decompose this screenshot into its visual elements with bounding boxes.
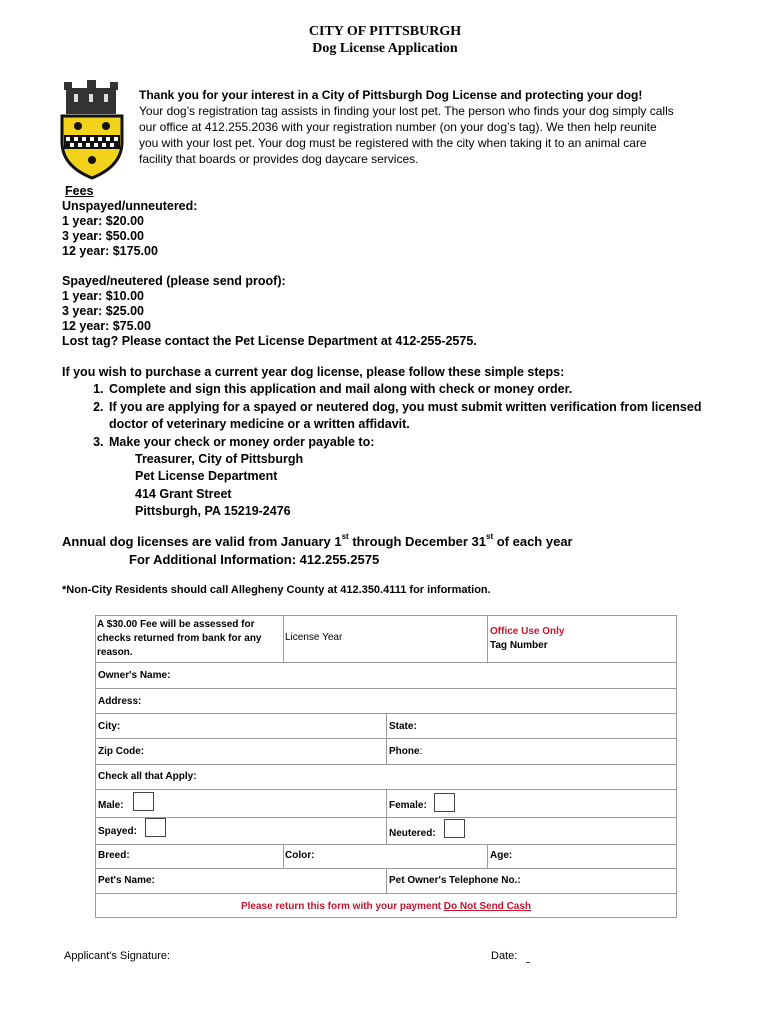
applicant-signature-label[interactable]: Applicant's Signature:	[64, 950, 171, 962]
return-form-note: Please return this form with your payment Do Not Send Cash	[240, 901, 532, 912]
color-field[interactable]: Color:	[285, 850, 315, 861]
step-item	[107, 434, 702, 521]
fee-item: 12 year: $75.00	[62, 319, 151, 333]
step-item: 1. Complete and sign this application and mail along with check or money order.	[107, 381, 702, 398]
application-form	[95, 615, 677, 918]
address-line: Pet License Department	[135, 469, 278, 484]
female-label: Female:	[389, 800, 427, 811]
lost-tag-note: Lost tag? Please contact the Pet License Department at 412-255-2575.	[62, 334, 477, 348]
owners-name-field[interactable]: Owner's Name:	[98, 670, 171, 681]
spayed-label: Spayed:	[98, 826, 137, 837]
pet-owner-phone-field[interactable]: Pet Owner's Telephone No.:	[389, 875, 521, 886]
date-label[interactable]: Date:	[491, 950, 518, 962]
office-use-label: Office Use Only	[490, 626, 565, 637]
intro-line: Your dog’s registration tag assists in finding your lost pet. The person who finds your dog simply calls	[139, 104, 674, 118]
step-item: 2. If you are applying for a spayed or neutered dog, you must submit written verification from licensed doctor of veterinary medicine or a written affidavit.	[107, 399, 702, 434]
zip-code-field[interactable]: Zip Code:	[98, 746, 145, 757]
pets-name-field[interactable]: Pet's Name:	[98, 875, 155, 886]
phone-field[interactable]: Phone:	[389, 746, 423, 757]
female-checkbox[interactable]	[434, 793, 455, 812]
spayed-fees-section	[62, 274, 477, 349]
address-line: Treasurer, City of Pittsburgh	[135, 452, 304, 467]
city-field[interactable]: City:	[98, 721, 121, 732]
intro-line: you with your lost pet. Your dog must be registered with the city when taking it to an animal care	[139, 136, 647, 150]
intro-line: facility that boards or provides dog daycare services.	[139, 152, 419, 166]
fee-item: 12 year: $175.00	[62, 244, 158, 258]
additional-info: For Additional Information: 412.255.2575	[129, 552, 380, 567]
pittsburgh-seal-logo	[52, 80, 132, 180]
check-all-label: Check all that Apply:	[98, 771, 197, 782]
instructions-intro: If you wish to purchase a current year dog license, please follow these simple steps:	[62, 365, 565, 379]
city-title: CITY OF PITTSBURGH	[308, 24, 462, 39]
intro-line: our office at 412.255.2036 with your registration number (on your dog’s tag). We then help reunite	[139, 120, 657, 134]
spayed-checkbox[interactable]	[145, 818, 166, 837]
do-not-send-cash: Do Not Send Cash	[443, 901, 532, 912]
neutered-label: Neutered:	[389, 828, 436, 839]
neutered-checkbox[interactable]	[444, 819, 465, 838]
instructions	[62, 364, 702, 521]
male-checkbox[interactable]	[133, 792, 154, 811]
fee-item: 1 year: $10.00	[62, 289, 145, 303]
state-field[interactable]: State:	[389, 721, 417, 732]
intro-paragraph	[139, 87, 719, 167]
fees-heading: Fees	[65, 184, 94, 198]
returned-check-fee-note: A $30.00 Fee will be assessed for checks returned from bank for any reason.	[97, 619, 262, 658]
step-text: Make your check or money order payable to:	[109, 434, 375, 449]
validity-statement: Annual dog licenses are valid from January 1st through December 31st of each year	[62, 532, 573, 549]
address-line: Pittsburgh, PA 15219-2476	[135, 504, 291, 519]
fees-section	[62, 184, 197, 259]
intro-lead: Thank you for your interest in a City of Pittsburgh Dog License and protecting your dog!	[139, 88, 643, 102]
fee-item: 3 year: $50.00	[62, 229, 145, 243]
tag-number-label: Tag Number	[490, 640, 548, 651]
date-underline	[526, 962, 530, 963]
breed-field[interactable]: Breed:	[98, 850, 130, 861]
fee-item: 3 year: $25.00	[62, 304, 145, 318]
address-line: 414 Grant Street	[135, 486, 232, 501]
unspayed-label: Unspayed/unneutered:	[62, 199, 198, 213]
age-field[interactable]: Age:	[490, 850, 513, 861]
form-title: Dog License Application	[312, 41, 458, 56]
fee-item: 1 year: $20.00	[62, 214, 145, 228]
spayed-label: Spayed/neutered (please send proof):	[62, 274, 286, 288]
address-field[interactable]: Address:	[98, 696, 142, 707]
male-label: Male:	[98, 800, 124, 811]
license-year-field[interactable]: License Year	[285, 632, 343, 643]
non-city-note: *Non-City Residents should call Allegheny County at 412.350.4111 for information.	[62, 584, 491, 596]
